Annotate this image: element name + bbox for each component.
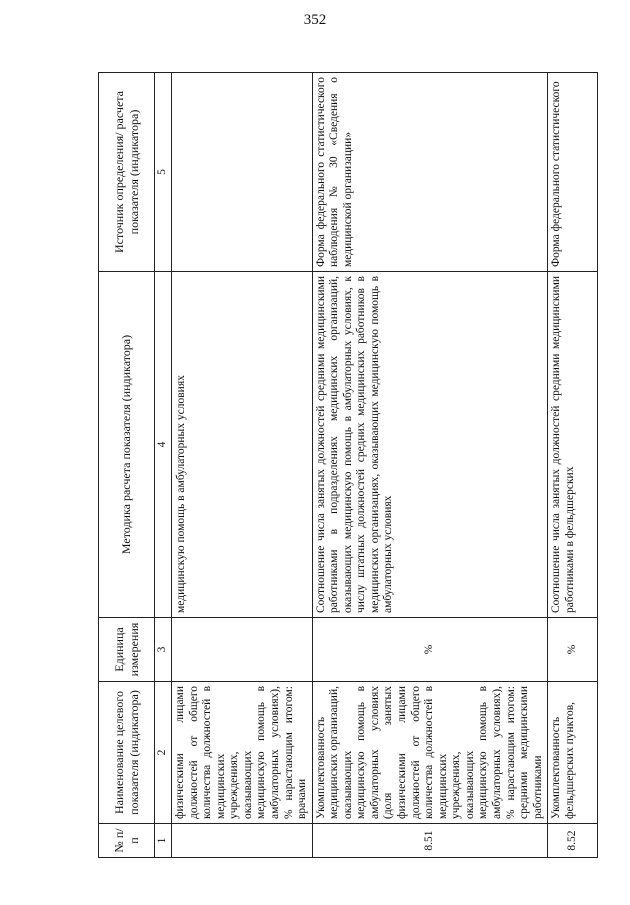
- row-number-cell: 8.52: [548, 824, 598, 858]
- column-index: 2: [155, 682, 172, 824]
- row-number-cell: [172, 824, 313, 858]
- method-cell: Соотношение числа занятых должностей средними медицинскими работниками в фельдшерских: [548, 272, 598, 618]
- rotated-table-container: [98, 73, 582, 858]
- method-cell: медицинскую помощь в амбулаторных условиях: [172, 272, 313, 618]
- indicators-table: [98, 72, 598, 858]
- header-row: [99, 73, 155, 858]
- header-indicator-name: Наименование целевого показателя (индикатора): [99, 682, 155, 824]
- source-cell: Форма федерального статистического: [548, 73, 598, 272]
- column-index: 3: [155, 618, 172, 682]
- unit-cell: %: [312, 618, 548, 682]
- source-cell: Форма федерального статистического наблюдения № 30 «Сведения о медицинской организации»: [312, 73, 548, 272]
- column-index: 4: [155, 272, 172, 618]
- header-number: № п/п: [99, 824, 155, 858]
- indicator-name-cell: физическими лицами должностей от общего количества должностей в медицинских учреждениях, оказывающих медицинскую помощь в амбулаторных условиях), % нарастающим итогом: врачами: [172, 682, 313, 824]
- page-number: 352: [303, 12, 327, 28]
- source-cell: [172, 73, 313, 272]
- unit-cell: [172, 618, 313, 682]
- table-row: [548, 73, 598, 858]
- column-index-row: [155, 73, 172, 858]
- table-row: [172, 73, 313, 858]
- column-index: 1: [155, 824, 172, 858]
- method-cell: Соотношение числа занятых должностей средними медицинскими работниками в подразделениях медицинских организаций, оказывающих медицинскую помощь в амбулаторных условиях, к числу штатных должностей средних медицинских работников в медицинских организациях, оказывающих медицинскую помощь в амбулаторных условиях: [312, 272, 548, 618]
- table-row: [312, 73, 548, 858]
- indicator-name-cell: Укомплектованность медицинских организаций, оказывающих медицинскую помощь в амбулаторных условиях (доля занятых физическими лицами должностей от общего количества должностей в медицинских учреждениях, оказывающих медицинскую помощь в амбулаторных условиях), % нарастающим итогом: средними медицинскими работниками: [312, 682, 548, 824]
- column-index: 5: [155, 73, 172, 272]
- header-method: Методика расчета показателя (индикатора): [99, 272, 155, 618]
- unit-cell: %: [548, 618, 598, 682]
- indicator-name-cell: Укомплектованность фельдшерских пунктов,: [548, 682, 598, 824]
- row-number-cell: 8.51: [312, 824, 548, 858]
- header-unit: Единица измерения: [99, 618, 155, 682]
- header-source: Источник определения/ расчета показателя (индикатора): [99, 73, 155, 272]
